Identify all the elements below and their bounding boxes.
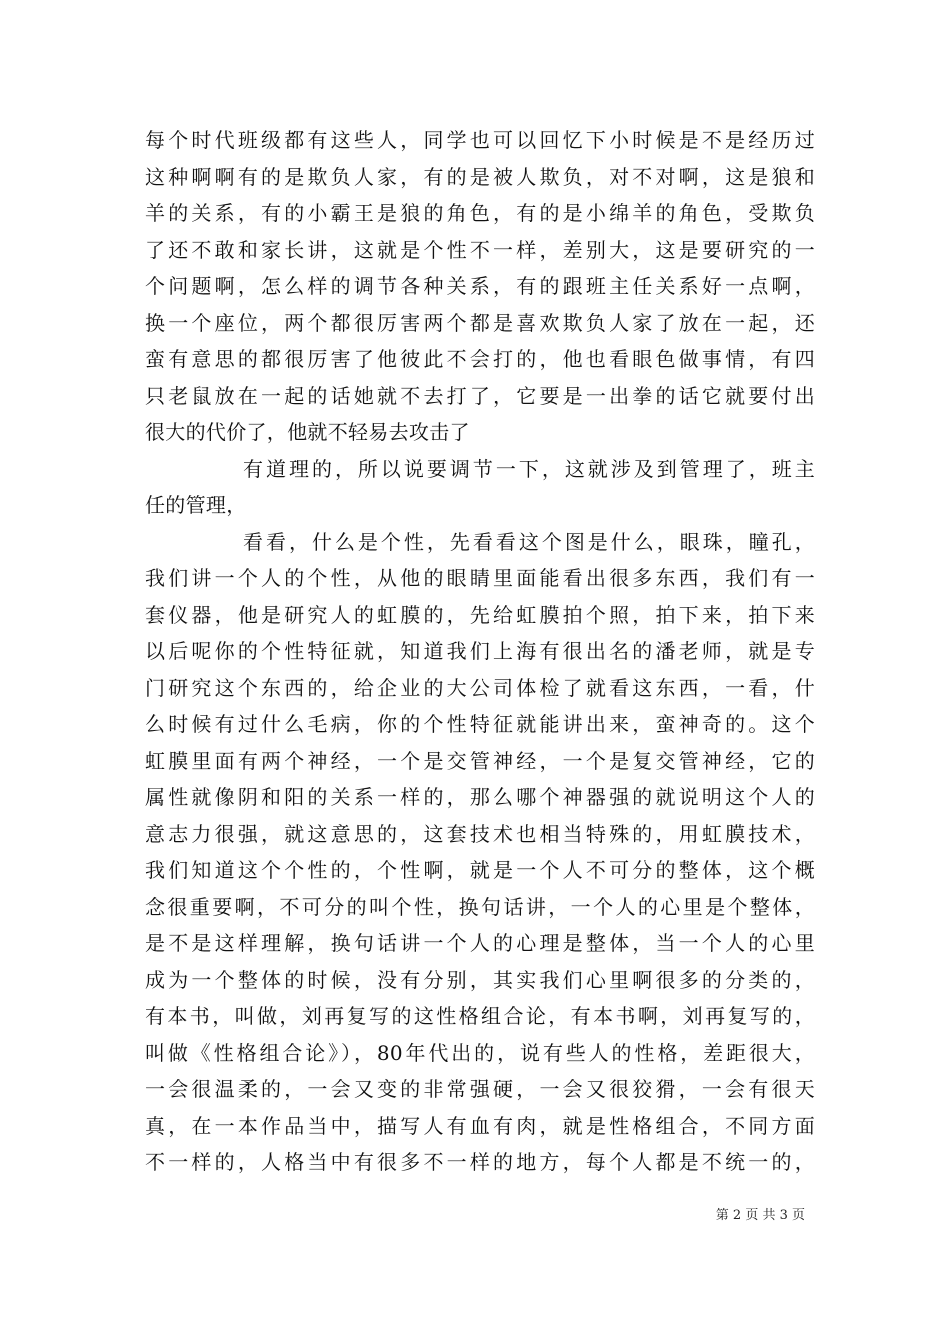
text-line: 任的管理， [145,493,247,517]
text-line: 套仪器，他是研究人的虹膜的，先给虹膜拍个照，拍下来，拍下来 [145,602,815,627]
page-number-footer: 第 2 页 共 3 页 [715,1208,805,1223]
paragraph-start-line: 看看，什么是个性，先看看这个图是什么，眼珠，瞳孔， [243,529,815,554]
text-line: 属性就像阴和阳的关系一样的，那么哪个神器强的就说明这个人的 [145,785,815,809]
text-line: 虹膜里面有两个神经，一个是交管神经，一个是复交管神经，它的 [145,748,815,773]
text-line: 了还不敢和家长讲，这就是个性不一样，差别大，这是要研究的一 [145,237,815,262]
text-line: 这种啊啊有的是欺负人家，有的是被人欺负，对不对啊，这是狼和 [145,164,815,189]
text-line: 叫做《性格组合论》），80年代出的，说有些人的性格，差距很大， [145,1040,815,1065]
text-line: 念很重要啊，不可分的叫个性，换句话讲，一个人的心里是个整体， [145,894,815,919]
text-line: 我们讲一个人的个性，从他的眼睛里面能看出很多东西，我们有一 [145,566,815,590]
text-line: 我们知道这个个性的，个性啊，就是一个人不可分的整体，这个概 [145,858,815,882]
text-line: 有本书，叫做，刘再复写的这性格组合论，有本书啊，刘再复写的， [145,1004,815,1028]
text-line: 真，在一本作品当中，描写人有血有肉，就是性格组合，不同方面 [145,1113,815,1138]
text-line: 换一个座位，两个都很厉害两个都是喜欢欺负人家了放在一起，还 [145,310,815,335]
text-line: 蛮有意思的都很厉害了他彼此不会打的，他也看眼色做事情，有四 [145,347,815,371]
text-line: 成为一个整体的时候，没有分别，其实我们心里啊很多的分类的， [145,967,815,992]
text-line: 羊的关系，有的小霸王是狼的角色，有的是小绵羊的角色，受欺负 [145,201,815,225]
text-line: 意志力很强，就这意思的，这套技术也相当特殊的，用虹膜技术， [145,821,815,846]
text-line: 很大的代价了，他就不轻易去攻击了 [145,420,470,444]
text-line: 不一样的，人格当中有很多不一样的地方，每个人都是不统一的， [145,1150,815,1174]
text-line: 么时候有过什么毛病，你的个性特征就能讲出来，蛮神奇的。这个 [145,712,815,736]
text-line: 每个时代班级都有这些人，同学也可以回忆下小时候是不是经历过 [145,128,815,152]
text-line: 只老鼠放在一起的话她就不去打了，它要是一出拳的话它就要付出 [145,383,815,408]
text-line: 门研究这个东西的，给企业的大公司体检了就看这东西，一看，什 [145,675,815,700]
text-line: 是不是这样理解，换句话讲一个人的心理是整体，当一个人的心里 [145,931,815,955]
text-line: 个问题啊，怎么样的调节各种关系，有的跟班主任关系好一点啊， [145,274,815,298]
text-line: 以后呢你的个性特征就，知道我们上海有很出名的潘老师，就是专 [145,639,815,663]
paragraph-start-line: 有道理的，所以说要调节一下，这就涉及到管理了，班主 [243,456,815,481]
body-text [145,122,815,1181]
text-line: 一会很温柔的，一会又变的非常强硬，一会又很狡猾，一会有很天 [145,1077,815,1101]
